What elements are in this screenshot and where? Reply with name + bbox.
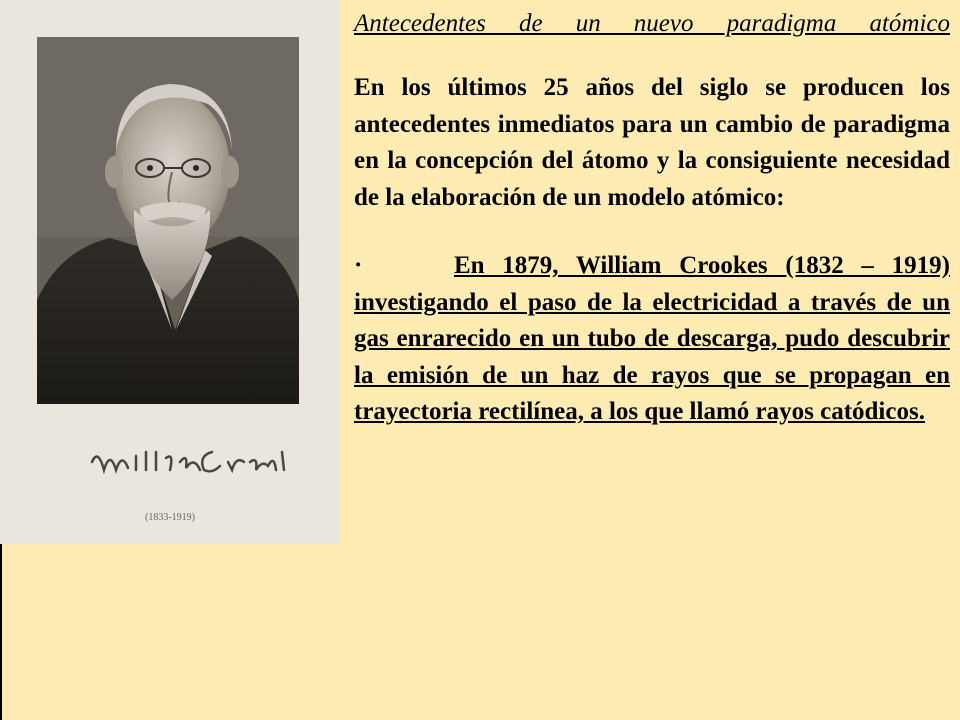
portrait-photo [0,0,340,544]
portrait-dates: (1833-1919) [145,512,195,523]
slide-title-text: Antecedentes de un nuevo paradigma atómico [354,10,950,37]
intro-paragraph: En los últimos 25 años del siglo se producen los antecedentes inmediatos para un cambio de paradigma en la concepción del átomo y la consiguiente necesidad de la elaboración de un modelo atómico: [354,74,950,211]
bullet-paragraph [354,248,950,431]
bullet-text: En 1879, William Crookes (1832 – 1919) investigando el paso de la electricidad a través de un gas enrarecido en un tubo de descarga, pudo descubrir la emisión de un haz de rayos que se propagan en trayectoria rectilínea, a los que llamó rayos catódicos. [354,252,950,425]
bullet-marker: · [354,252,363,279]
portrait-illustration [0,0,340,544]
slide-title [354,6,950,42]
text-column [354,6,950,431]
